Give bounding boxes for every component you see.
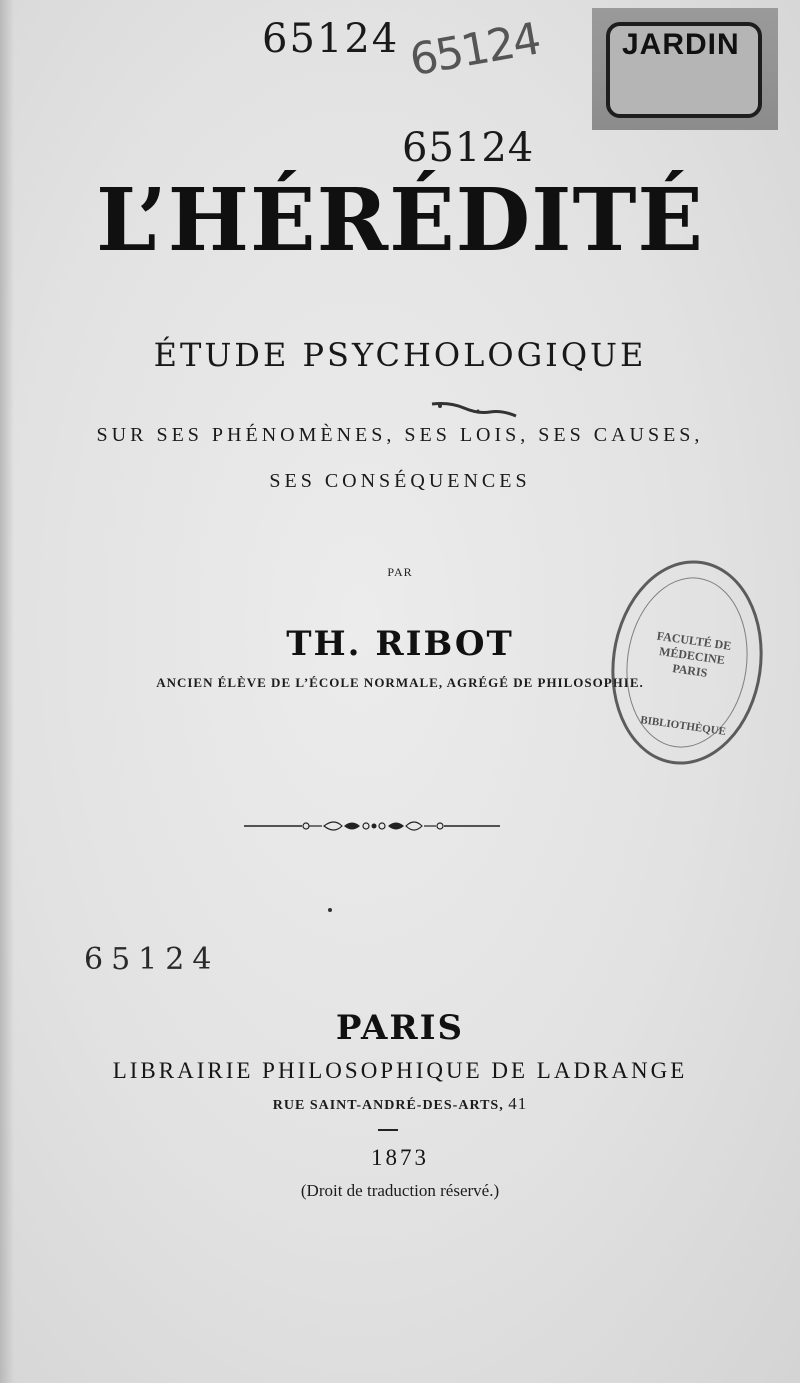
stamp-bottom-text: BIBLIOTHÈQUE [639, 714, 727, 739]
library-label-text: JARDIN [622, 28, 740, 61]
imprint-publisher: LIBRAIRIE PHILOSOPHIQUE DE LADRANGE [112, 1058, 688, 1083]
imprint-rights: (Droit de traduction réservé.) [300, 1181, 500, 1200]
ornament-divider [244, 815, 500, 837]
ink-smudge [430, 398, 520, 422]
library-label [592, 8, 778, 130]
imprint-address [0, 1094, 800, 1114]
library-stamp [598, 551, 775, 775]
book-subtitle: ÉTUDE PSYCHOLOGIQUE [153, 336, 647, 374]
imprint-city: PARIS [335, 1008, 465, 1048]
by-label: PAR [387, 565, 413, 579]
call-number-top: 65124 [262, 16, 400, 62]
imprint-year: 1873 [371, 1145, 429, 1170]
ink-speck [328, 908, 332, 912]
imprint-rule [378, 1129, 398, 1131]
imprint-street-number: 41 [508, 1094, 528, 1113]
call-number-middle: 65124 [402, 125, 535, 171]
author-name: TH. RIBOT [286, 624, 514, 664]
book-title: L’HÉRÉDITÉ [96, 170, 704, 271]
description-line-1: SUR SES PHÉNOMÈNES, SES LOIS, SES CAUSES, [96, 424, 704, 446]
description-line-2: SES CONSÉQUENCES [269, 470, 531, 492]
handwritten-call-number: 65124 [406, 13, 543, 87]
imprint-street: RUE SAINT-ANDRÉ-DES-ARTS, [272, 1098, 504, 1113]
author-credentials: ANCIEN ÉLÈVE DE L’ÉCOLE NORMALE, AGRÉGÉ DE PHILOSOPHIE. [156, 675, 644, 690]
stamp-text: FACULTÉ DE MÉDECINE PARIS [655, 628, 733, 680]
call-number-lower: 65124 [84, 942, 220, 977]
